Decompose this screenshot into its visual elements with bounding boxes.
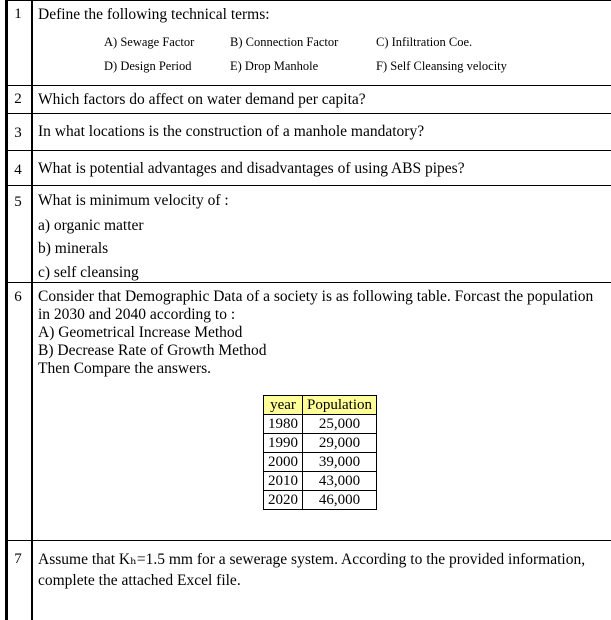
row-divider: [5, 113, 611, 114]
table-row: [264, 453, 377, 472]
term-design-period: D) Design Period: [104, 59, 192, 73]
row-divider: [5, 85, 611, 86]
question-6-line-4: B) Decrease Rate of Growth Method: [38, 342, 267, 359]
question-3-text: In what locations is the construction of a manhole mandatory?: [38, 123, 425, 140]
term-sewage-factor: A) Sewage Factor: [104, 35, 195, 49]
population-cell: 39,000: [303, 453, 377, 472]
velocity-item-organic-matter: a) organic matter: [38, 217, 144, 234]
population-cell: 43,000: [303, 472, 377, 491]
question-7-line-2: complete the attached Excel file.: [38, 572, 241, 589]
question-number-1: 1: [14, 6, 22, 22]
year-cell: 1990: [264, 434, 303, 453]
term-infiltration-coe: C) Infiltration Coe.: [376, 35, 473, 49]
population-table: [263, 395, 377, 510]
header-population: Population: [303, 396, 377, 415]
velocity-item-minerals: b) minerals: [38, 240, 109, 257]
population-cell: 46,000: [303, 491, 377, 510]
year-cell: 2020: [264, 491, 303, 510]
population-cell: 25,000: [303, 415, 377, 434]
question-6-line-2: in 2030 and 2040 according to :: [38, 306, 236, 323]
question-4-text: What is potential advantages and disadvantages of using ABS pipes?: [38, 160, 465, 177]
table-row: [264, 415, 377, 434]
table-row: [264, 434, 377, 453]
term-drop-manhole: E) Drop Manhole: [230, 59, 319, 73]
term-self-cleansing-velocity: F) Self Cleansing velocity: [376, 59, 507, 73]
row-divider: [5, 0, 611, 1]
term-connection-factor: B) Connection Factor: [230, 35, 339, 49]
question-2-text: Which factors do affect on water demand per capita?: [38, 91, 366, 108]
year-cell: 2000: [264, 453, 303, 472]
row-divider: [5, 150, 611, 151]
question-6-line-5: Then Compare the answers.: [38, 360, 212, 377]
question-number-7: 7: [14, 551, 22, 567]
question-number-6: 6: [14, 289, 22, 305]
row-divider: [5, 540, 611, 541]
question-number-4: 4: [14, 162, 22, 178]
year-cell: 2010: [264, 472, 303, 491]
question-number-5: 5: [14, 194, 22, 210]
question-number-3: 3: [14, 125, 22, 141]
table-row: [264, 491, 377, 510]
population-cell: 29,000: [303, 434, 377, 453]
header-year: year: [264, 396, 303, 415]
question-6-line-1: Consider that Demographic Data of a society is as following table. Forcast the population: [38, 288, 594, 305]
row-divider: [5, 185, 611, 186]
row-divider: [5, 282, 611, 283]
table-header-row: [264, 396, 377, 415]
question-number-2: 2: [14, 91, 22, 107]
velocity-item-self-cleansing: c) self cleansing: [38, 264, 139, 281]
column-divider: [31, 0, 33, 620]
question-7-line-1: Assume that Kₕ=1.5 mm for a sewerage system. According to the provided information,: [38, 551, 586, 568]
question-1-text: Define the following technical terms:: [38, 6, 270, 23]
question-6-line-3: A) Geometrical Increase Method: [38, 324, 243, 341]
table-row: [264, 472, 377, 491]
question-5-text: What is minimum velocity of :: [38, 192, 229, 209]
year-cell: 1980: [264, 415, 303, 434]
